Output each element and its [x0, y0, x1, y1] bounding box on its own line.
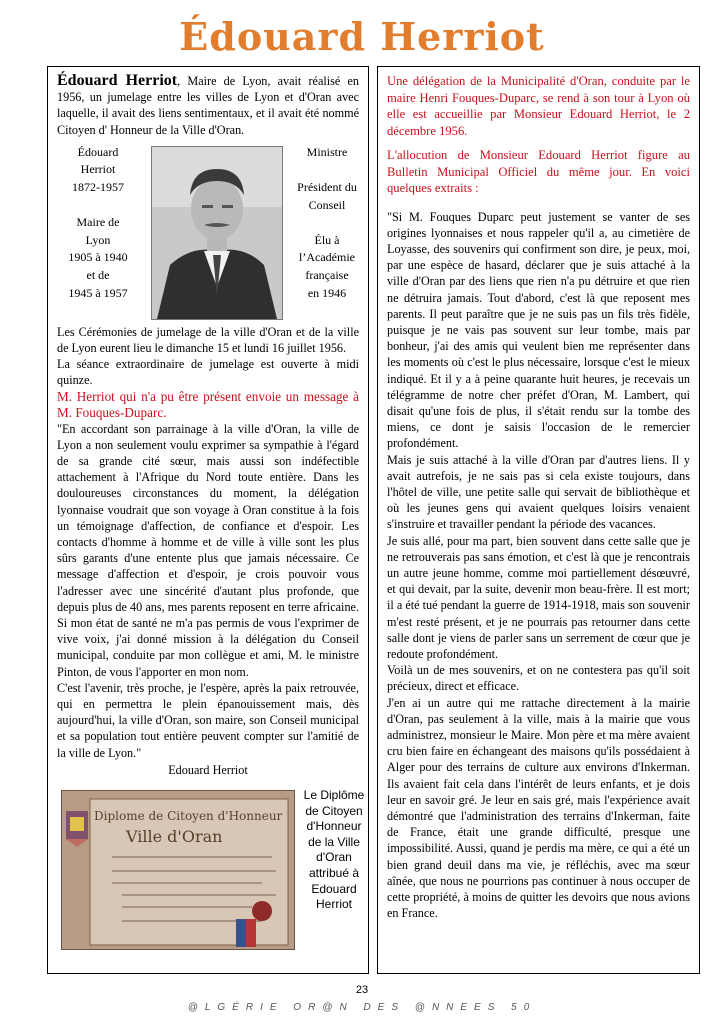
caption-line — [57, 197, 139, 215]
delegation-paragraph: Une délégation de la Municipalité d'Oran, conduite par le maire Henri Fouques-Duparc, se rend à son tour à Lyon où elle est accueillie par Monsieur Edouard Herriot, le 2 décembre 1956. — [387, 74, 690, 138]
caption-line: et de — [86, 267, 110, 282]
message-heading: M. Herriot qui n'a pu être présent envoie un message à M. Fouques-Duparc. — [57, 388, 359, 420]
speech-paragraph: Voilà un de mes souvenirs, et on ne contestera pas qu'il soit précieux, direct et efficace. — [387, 663, 690, 694]
page-number: 23 — [355, 984, 369, 996]
seance-paragraph: La séance extraordinaire de jumelage est ouverte à midi quinze. — [57, 357, 359, 388]
right-column — [377, 66, 700, 974]
diploma-heading-2: Ville d'Oran — [126, 827, 223, 847]
left-column — [47, 66, 369, 974]
intro-text: , Maire de Lyon, avait réalisé en 1956, un jumelage entre les villes de Lyon et d'Oran avec laquelle, il avait des liens sentimentaux, et il avait été nommé Citoyen d' Honneur de la Ville d'Oran. — [57, 74, 359, 137]
caption-line: Élu à — [314, 232, 340, 247]
caption-line: française — [305, 267, 349, 282]
portrait-left-caption — [57, 144, 139, 302]
caption-line: 1905 à 1940 — [68, 250, 128, 265]
intro-name: Édouard Herriot — [57, 72, 178, 89]
diploma-heading-1: Diplome de Citoyen d'Honneur — [94, 809, 283, 824]
caption-line: Maire de — [76, 215, 120, 230]
allocution-heading: L'allocution de Monsieur Edouard Herriot figure au Bulletin Municipal Officiel du même jour. En voici quelques extraits : — [387, 148, 690, 195]
caption-line: Président du — [297, 180, 357, 194]
caption-line: 1872-1957 — [72, 180, 124, 194]
caption-line: Ministre — [306, 144, 348, 159]
signature: Edouard Herriot — [168, 762, 248, 777]
intro-paragraph — [57, 73, 359, 138]
diploma-image — [61, 790, 295, 950]
diploma-caption: Le Diplôme de Citoyen d'Honneur de la Ville d'Oran attribué à Edouard Herriot — [303, 788, 365, 912]
page-title: Édouard Herriot — [179, 14, 545, 59]
speech-paragraph: Mais je suis attaché à la ville d'Oran par d'autres liens. Il y avait autrefois, je ne sais pas si cela existe toujours, dans l'hôtel de ville, une petite salle qui servait de bibliothèque et où les jeunes gens qui avaient quelques loisirs venaient s'instruire et travailler pendant la période des vacances. — [387, 452, 690, 532]
portrait-right-caption — [286, 144, 368, 302]
caption-line: en 1946 — [307, 285, 347, 300]
herriot-portrait-photo — [151, 146, 283, 320]
ceremonies-paragraph: Les Cérémonies de jumelage de la ville d'Oran et de la ville de Lyon eurent lieu le dimanche 15 et lundi 16 juillet 1956. — [57, 324, 359, 356]
caption-line: Conseil — [308, 197, 346, 212]
caption-line: 1945 à 1957 — [68, 285, 128, 300]
caption-line: Herriot — [80, 162, 116, 177]
caption-line: l’Académie — [299, 250, 355, 265]
caption-line: Édouard — [77, 144, 119, 159]
speech-paragraph: Je suis allé, pour ma part, bien souvent dans cette salle que je ne retrouverais pas sans émotion, et c'est là que je rencontrais un autre jeune homme, comme moi partiellement désœuvré, et qui devait, par la suite, devenir mon beau-frère. Il est mort; il a été tué pendant la guerre de 1914-1918, mais son souvenir m'est resté présent, et je ne pourrais pas retourner dans cette salle dont je viens de parler sans un serrement de cœur que je redoute profondément. — [387, 533, 690, 661]
portrait-block — [57, 144, 359, 320]
caption-line: Lyon — [85, 232, 111, 247]
avenir-paragraph: C'est l'avenir, très proche, je l'espère, après la paix retrouvée, qui en permettra le plein épanouissement mais, dès aujourd'hui, la ville d'Oran, son maire, son Conseil municipal et sa population tout entière peuvent compter sur l'amitié de la ville de Lyon." — [57, 680, 359, 760]
caption-line — [286, 214, 368, 232]
footer-text: @LGÉRIE OR@N DES @NNEES 50 — [187, 1002, 537, 1013]
speech-paragraph: J'en ai un autre qui me rattache directement à la mairie d'Oran, pas seulement à la ville, mais à la mairie que vous administrez, monsieur le Maire. Mon père et ma mère avaient cru bien faire en échangeant des maisons qu'ils possédaient à Alger pour des terrains de culture aux environs d'Inkerman. Ils avaient fait cela dans l'intérêt de leurs enfants, et je dois leur en savoir gré. Je leur en sais gré, mais l'expérience avait démontré que l'administration des terrains d'Inkerman, faite de France, était une grande difficulté, presque une impossibilité. Aussi, quand je perdis ma mère, ce qui a été un bien grand deuil dans ma vie, je réfléchis, avec ma sœur aînée, que nous ne pourrions pas continuer à nous occuper de cette propriété, à moins de quitter les devoirs que nous avions en France. — [387, 695, 690, 921]
speech-paragraph: "Si M. Fouques Duparc peut justement se vanter de ses origines lyonnaises et nous rappeler qu'il a, au cimetière de Loyasse, des souvenirs qui confirment son dire, je peux, moi, par une espèce de hasard, déclarer que je suis attaché à la ville d'Oran par des liens que rien n'a pu détruire et que rien ne détruira jamais. Tout d'abord, c'est là que reposent mes parents. Il peut paraître que je ne suis pas un fils très fidèle, puisque je ne vais pas souvent sur leur tombe, mais par bonheur, j'ai des amis qui veulent bien me représenter dans les moments où c'est le plus nécessaire, lorsque c'est le mieux indiqué. Et il y a à peine quarante huit heures, je recevais un télégramme de notre cher préfet d'Oran, M. Lambert, qui disait qu'une fois de plus, il s'était rendu sur la tombe des miens, ce dont je saisis l'occasion de le remercier profondément. — [387, 209, 690, 451]
caption-line — [286, 161, 368, 179]
message-paragraph: "En accordant son parrainage à la ville d'Oran, la ville de Lyon a non seulement voulu exprimer sa sympathie à l'égard de sa grande cité sœur, mais aussi son indéfectible attachement à l'Afrique du Nord toute entière. Dans les douloureuses circonstances du moment, la délégation lyonnaise voudrait que son voyage à Oran constitue à la fois un témoignage d'affection, de confiance et d'espoir. Les contacts d'homme à homme et de ville à ville sont les plus sûrs garants d'une entente plus que jamais nécessaire. Ce message d'affection et d'espoir, je crois pouvoir vous l'adresser avec une sincérité d'autant plus profonde, que depuis plus de 40 ans, mes parents reposent en terre africaine. Si mon état de santé ne m'a pas permis de vous l'exprimer de vive voix, j'ai donné mission à la délégation du Conseil municipal, conduite par mon collègue et ami, M. le ministre Pinton, de vous l'apporter en mon nom. — [57, 421, 359, 679]
diploma-block — [57, 784, 365, 954]
